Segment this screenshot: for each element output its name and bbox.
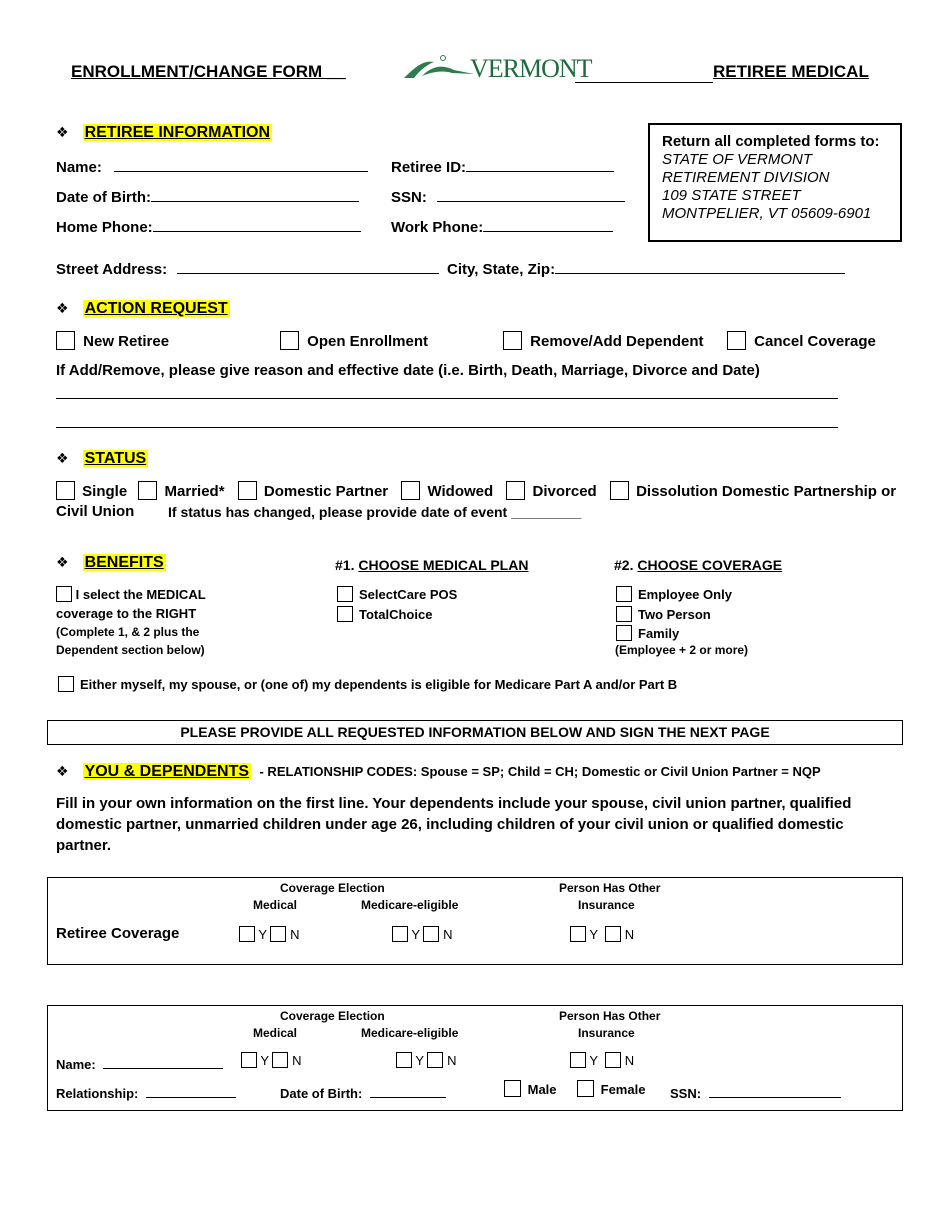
- checkbox[interactable]: [503, 331, 522, 350]
- work-phone-field[interactable]: [483, 216, 613, 232]
- dependent-ssn-field[interactable]: [709, 1082, 841, 1098]
- row-label: Retiree Coverage: [56, 925, 180, 942]
- instructions-line: partner.: [56, 837, 112, 854]
- section-heading: BENEFITS: [84, 554, 164, 571]
- plan-option-selectcare[interactable]: [337, 586, 457, 602]
- field-label: Name:: [56, 159, 102, 176]
- dependent-coverage-table: [47, 1005, 903, 1111]
- logo-text: VERMONT: [470, 54, 592, 83]
- retiree-id-row: [391, 156, 614, 176]
- option-label: Remove/Add Dependent: [530, 333, 704, 350]
- no-checkbox[interactable]: [605, 1052, 621, 1068]
- reason-instructions: If Add/Remove, please give reason and effective date (i.e. Birth, Death, Marriage, Divorce and Date): [56, 362, 760, 379]
- diamond-bullet-icon: ❖: [56, 124, 69, 140]
- option-label: Cancel Coverage: [754, 333, 876, 350]
- checkbox[interactable]: [577, 1080, 594, 1097]
- column-header: Medicare-eligible: [361, 1026, 459, 1040]
- yes-checkbox[interactable]: [239, 926, 255, 942]
- diamond-bullet-icon: ❖: [56, 300, 69, 316]
- coverage-heading-number: #2.: [614, 557, 634, 573]
- yes-label: Y: [411, 927, 420, 942]
- yes-label: Y: [589, 1053, 598, 1068]
- form-type-title: RETIREE MEDICAL: [713, 62, 869, 81]
- no-checkbox[interactable]: [423, 926, 439, 942]
- dependent-dob-row: [280, 1082, 446, 1101]
- coverage-heading: [614, 557, 782, 573]
- dependent-name-field[interactable]: [103, 1053, 223, 1069]
- field-label: Name:: [56, 1057, 96, 1072]
- coverage-label: Two Person: [638, 607, 711, 622]
- reason-line-2[interactable]: [56, 427, 838, 428]
- return-line: STATE OF VERMONT: [662, 151, 813, 168]
- return-line: RETIREMENT DIVISION: [662, 169, 830, 186]
- retiree-id-field[interactable]: [466, 156, 614, 172]
- yes-checkbox[interactable]: [570, 926, 586, 942]
- checkbox[interactable]: [504, 1080, 521, 1097]
- field-label: Work Phone:: [391, 219, 484, 236]
- field-label: Retiree ID:: [391, 159, 467, 176]
- street-address-field[interactable]: [177, 258, 439, 274]
- column-header: Medical: [253, 1026, 298, 1040]
- section-retiree-information: [56, 124, 272, 142]
- field-label: Street Address:: [56, 261, 168, 278]
- field-label: City, State, Zip:: [447, 261, 556, 278]
- relationship-row: [56, 1082, 236, 1101]
- no-checkbox[interactable]: [270, 926, 286, 942]
- plan-heading-number: #1.: [335, 557, 355, 573]
- benefit-select-option[interactable]: [56, 586, 206, 602]
- street-row: [56, 258, 439, 278]
- section-heading: RETIREE INFORMATION: [84, 124, 271, 141]
- return-address-box: [648, 123, 902, 242]
- benefit-select-note: (Complete 1, & 2 plus the: [56, 625, 200, 639]
- no-label: N: [624, 927, 635, 942]
- vermont-logo: [402, 52, 474, 87]
- dependent-medical-yn: [241, 1052, 301, 1068]
- status-label: Widowed: [427, 483, 494, 500]
- status-married-checkbox[interactable]: [138, 481, 157, 500]
- no-label: N: [447, 1053, 457, 1068]
- field-label: Date of Birth:: [56, 189, 151, 206]
- form-title: ENROLLMENT/CHANGE FORM __: [71, 62, 346, 81]
- checkbox[interactable]: [337, 606, 353, 622]
- plan-label: SelectCare POS: [359, 587, 458, 602]
- action-option-cancel-coverage[interactable]: [727, 331, 876, 350]
- field-label: Home Phone:: [56, 219, 153, 236]
- gender-label: Female: [600, 1082, 646, 1097]
- plan-label: TotalChoice: [359, 607, 433, 622]
- action-option-remove-add-dependent[interactable]: [503, 331, 704, 350]
- ssn-row: [391, 186, 625, 206]
- no-checkbox[interactable]: [272, 1052, 288, 1068]
- benefit-select-text: coverage to the RIGHT: [56, 606, 197, 621]
- checkbox[interactable]: [727, 331, 746, 350]
- retiree-name-field[interactable]: [114, 156, 368, 172]
- checkbox[interactable]: [56, 331, 75, 350]
- column-header: Coverage Election: [280, 881, 385, 895]
- yes-checkbox[interactable]: [241, 1052, 257, 1068]
- retiree-other-insurance-yn: [570, 926, 634, 942]
- no-label: N: [443, 927, 453, 942]
- gender-male-option[interactable]: [504, 1080, 557, 1097]
- no-label: N: [292, 1053, 302, 1068]
- retiree-coverage-table: [47, 877, 903, 965]
- action-option-open-enrollment[interactable]: [280, 331, 428, 350]
- dob-field[interactable]: [151, 186, 359, 202]
- yes-checkbox[interactable]: [570, 1052, 586, 1068]
- field-label: SSN:: [391, 189, 427, 206]
- dependent-dob-field[interactable]: [370, 1082, 446, 1098]
- plan-heading: [335, 557, 528, 573]
- coverage-option-employee-only[interactable]: [616, 586, 732, 602]
- coverage-option-two-person[interactable]: [616, 606, 711, 622]
- field-label: Date of Birth:: [280, 1086, 363, 1101]
- field-label: SSN:: [670, 1086, 702, 1101]
- gender-label: Male: [527, 1082, 557, 1097]
- dependent-other-insurance-yn: [570, 1052, 634, 1068]
- checkbox[interactable]: [280, 331, 299, 350]
- no-label: N: [624, 1053, 635, 1068]
- column-header: Coverage Election: [280, 1009, 385, 1023]
- medical-select-checkbox[interactable]: [56, 586, 72, 602]
- status-label: Domestic Partner: [263, 483, 389, 500]
- medicare-eligibility-option[interactable]: [58, 676, 677, 692]
- notice-bar: [47, 720, 903, 745]
- dependent-name-row: [56, 1053, 223, 1072]
- coverage-heading-text: CHOOSE COVERAGE: [637, 557, 783, 573]
- status-label: Married*: [164, 483, 225, 500]
- relationship-field[interactable]: [146, 1082, 236, 1098]
- column-header: Insurance: [578, 898, 635, 912]
- status-label: Divorced: [532, 483, 597, 500]
- status-divorced-checkbox[interactable]: [506, 481, 525, 500]
- section-heading: YOU & DEPENDENTS: [84, 763, 250, 780]
- plan-option-totalchoice[interactable]: [337, 606, 432, 622]
- yes-label: Y: [258, 927, 267, 942]
- coverage-option-family[interactable]: [616, 625, 679, 641]
- coverage-note: (Employee + 2 or more): [615, 643, 749, 657]
- return-line: MONTPELIER, VT 05609-6901: [662, 205, 872, 222]
- option-label: New Retiree: [83, 333, 170, 350]
- option-label: Open Enrollment: [307, 333, 429, 350]
- dob-row: [56, 186, 359, 206]
- checkbox[interactable]: [616, 586, 632, 602]
- civil-union-label: Civil Union: [56, 503, 135, 520]
- status-options-row: [56, 481, 896, 500]
- work-phone-row: [391, 216, 613, 236]
- coverage-label: Family: [638, 626, 680, 641]
- city-row: [447, 258, 845, 278]
- checkbox[interactable]: [616, 606, 632, 622]
- section-dependents: [56, 763, 821, 781]
- city-state-zip-field[interactable]: [555, 258, 845, 274]
- status-label: Single: [82, 483, 128, 500]
- yes-checkbox[interactable]: [392, 926, 408, 942]
- section-status: [56, 450, 148, 468]
- yes-label: Y: [589, 927, 598, 942]
- column-header: Medical: [253, 898, 298, 912]
- status-domestic-partner-checkbox[interactable]: [238, 481, 257, 500]
- yes-label: Y: [415, 1053, 424, 1068]
- field-label: Relationship:: [56, 1086, 139, 1101]
- notice-text: PLEASE PROVIDE ALL REQUESTED INFORMATION BELOW AND SIGN THE NEXT PAGE: [180, 724, 770, 740]
- return-line: 109 STATE STREET: [662, 187, 801, 204]
- benefit-select-note: Dependent section below): [56, 643, 205, 657]
- instructions-line: Fill in your own information on the first line. Your dependents include your spouse, civil union partner, qualified: [56, 795, 852, 812]
- gender-female-option[interactable]: [577, 1080, 645, 1097]
- ssn-field[interactable]: [437, 186, 625, 202]
- section-heading: STATUS: [84, 450, 147, 467]
- reason-line-1[interactable]: [56, 398, 838, 399]
- retiree-medicare-yn: [392, 926, 452, 942]
- mountain-logo-icon: [402, 52, 474, 82]
- checkbox[interactable]: [616, 625, 632, 641]
- diamond-bullet-icon: ❖: [56, 554, 69, 570]
- no-label: N: [290, 927, 300, 942]
- instructions-line: domestic partner, unmarried children under age 26, including children of your civil union or qualified domestic: [56, 816, 844, 833]
- return-heading: Return all completed forms to:: [662, 133, 880, 150]
- yes-checkbox[interactable]: [396, 1052, 412, 1068]
- dependent-medicare-yn: [396, 1052, 456, 1068]
- retiree-medical-yn: [239, 926, 299, 942]
- home-phone-row: [56, 216, 361, 236]
- status-widowed-checkbox[interactable]: [401, 481, 420, 500]
- column-header: Person Has Other: [559, 1009, 661, 1023]
- status-label: Dissolution Domestic Partnership or: [636, 483, 897, 500]
- section-action-request: [56, 300, 230, 318]
- column-header: Medicare-eligible: [361, 898, 459, 912]
- checkbox[interactable]: [58, 676, 74, 692]
- coverage-label: Employee Only: [638, 587, 732, 602]
- status-change-date[interactable]: If status has changed, please provide date of event _________: [168, 504, 582, 520]
- action-option-new-retiree[interactable]: [56, 331, 169, 350]
- checkbox[interactable]: [337, 586, 353, 602]
- dependent-ssn-row: [670, 1082, 841, 1101]
- plan-heading-text: CHOOSE MEDICAL PLAN: [358, 557, 529, 573]
- retiree-name-row: [56, 156, 368, 176]
- section-heading: ACTION REQUEST: [84, 300, 228, 317]
- home-phone-field[interactable]: [153, 216, 361, 232]
- diamond-bullet-icon: ❖: [56, 763, 69, 779]
- status-dissolution-checkbox[interactable]: [610, 481, 629, 500]
- relationship-codes: - RELATIONSHIP CODES: Spouse = SP; Child = CH; Domestic or Civil Union Partner = NQP: [259, 764, 821, 779]
- yes-label: Y: [260, 1053, 269, 1068]
- column-header: Person Has Other: [559, 881, 661, 895]
- section-benefits: [56, 554, 166, 572]
- diamond-bullet-icon: ❖: [56, 450, 69, 466]
- medicare-label: Either myself, my spouse, or (one of) my dependents is eligible for Medicare Part A and/or Part B: [80, 677, 678, 692]
- status-single-checkbox[interactable]: [56, 481, 75, 500]
- column-header: Insurance: [578, 1026, 635, 1040]
- no-checkbox[interactable]: [605, 926, 621, 942]
- no-checkbox[interactable]: [427, 1052, 443, 1068]
- benefit-select-text: I select the MEDICAL: [75, 587, 206, 602]
